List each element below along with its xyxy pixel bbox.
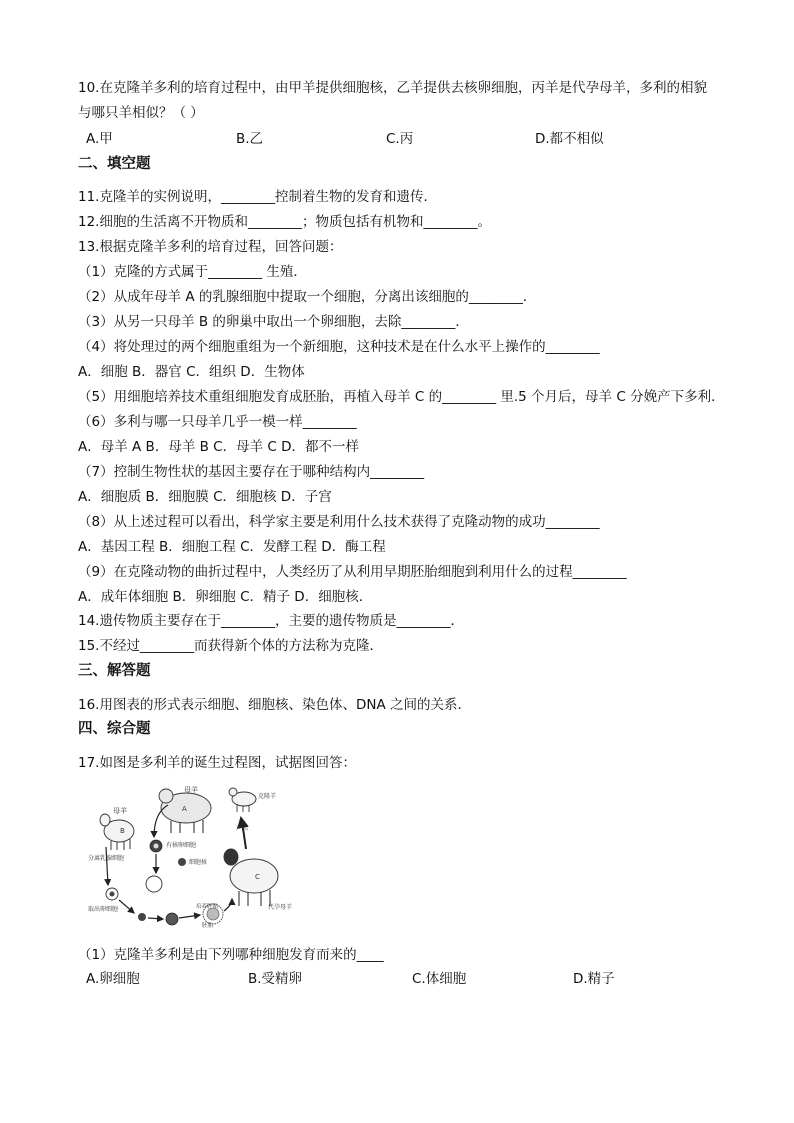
arrow-small-to-fused xyxy=(148,918,163,919)
sheep-b-icon xyxy=(100,814,134,850)
q17-option-a[interactable]: A.卵细胞 xyxy=(86,971,140,987)
q13-part4: （4）将处理过的两个细胞重组为一个新细胞，这种技术是在什么水平上操作的________ xyxy=(78,339,600,355)
label-separate: 分离乳腺细胞 xyxy=(88,855,125,862)
section-answer-heading: 三、解答题 xyxy=(78,663,151,679)
q15-text: 15.不经过________而获得新个体的方法称为克隆． xyxy=(78,638,383,654)
label-b: B xyxy=(120,827,125,835)
q10-options xyxy=(86,130,746,148)
q13-part2: （2）从成年母羊 A 的乳腺细胞中提取一个细胞，分离出该细胞的________． xyxy=(78,289,537,305)
enucleated-egg-icon xyxy=(146,876,162,892)
dolly-cloning-diagram xyxy=(86,783,308,928)
q10-line1: 10.在克隆羊多利的培育过程中，由甲羊提供细胞核，乙羊提供去核卵细胞，丙羊是代孕母羊，多利的相貌 xyxy=(78,80,707,96)
q13-part1: （1）克隆的方式属于________ 生殖． xyxy=(78,264,307,280)
q10-option-c[interactable]: C.丙 xyxy=(386,131,414,147)
label-cultivate: 培养胚胎 xyxy=(196,904,219,910)
label-a: A xyxy=(182,805,187,813)
q17-option-d[interactable]: D.精子 xyxy=(573,971,615,987)
q13-part6: （6）多利与哪一只母羊几乎一模一样________ xyxy=(78,414,357,430)
q13-part3: （3）从另一只母羊 B 的卵巢中取出一个卵细胞，去除________． xyxy=(78,314,469,330)
arrow-fused-to-embryo xyxy=(179,915,200,918)
label-a-mother: 母羊 xyxy=(184,786,198,794)
q10-option-a[interactable]: A.甲 xyxy=(86,131,113,147)
q17-part1: （1）克隆羊多利是由下列哪种细胞发育而来的____ xyxy=(78,947,384,963)
q13-part8-options: A．基因工程 B．细胞工程 C．发酵工程 D．酶工程 xyxy=(78,539,386,555)
q16-text: 16.用图表的形式表示细胞、细胞核、染色体、DNA 之间的关系． xyxy=(78,697,471,713)
nucleus-cell-icon xyxy=(178,858,186,866)
q13-part6-options: A．母羊 A B．母羊 B C．母羊 C D．都不一样 xyxy=(78,439,359,455)
small-cell-icon xyxy=(138,913,146,921)
q10-line2: 与哪只羊相似？（ ） xyxy=(78,105,204,121)
q10-option-d[interactable]: D.都不相似 xyxy=(535,131,604,147)
q17-stem: 17.如图是多利羊的诞生过程图，试据图回答： xyxy=(78,755,356,771)
label-b-mother: 母羊 xyxy=(113,807,127,815)
section-fill-blank-heading: 二、填空题 xyxy=(78,156,151,172)
sheep-c-icon xyxy=(224,849,278,906)
label-nucleus: 细胞核 xyxy=(189,859,208,866)
q13-part7: （7）控制生物性状的基因主要存在于哪种结构内________ xyxy=(78,464,425,480)
egg-cell-nucleus-icon xyxy=(110,892,115,897)
nucleated-cell-nucleus-icon xyxy=(154,844,159,849)
q17-option-b[interactable]: B.受精卵 xyxy=(248,971,303,987)
q17-options xyxy=(86,970,746,988)
label-c: C xyxy=(255,873,260,881)
clone-sheep-icon xyxy=(229,788,256,812)
q13-part9: （9）在克隆动物的曲折过程中，人类经历了从利用早期胚胎细胞到利用什么的过程________ xyxy=(78,564,627,580)
q11-text: 11.克隆羊的实例说明，________控制着生物的发育和遗传． xyxy=(78,189,437,205)
q13-part4-options: A．细胞 B．器官 C．组织 D．生物体 xyxy=(78,364,305,380)
q10-option-b[interactable]: B.乙 xyxy=(236,131,264,147)
label-birth: 产出 xyxy=(236,825,249,832)
q13-stem: 13.根据克隆羊多利的培育过程，回答问题： xyxy=(78,239,343,255)
q13-part5: （5）用细胞培养技术重组细胞发育成胚胎，再植入母羊 C 的________ 里.5 个月后，母羊 C 分娩产下多利． xyxy=(78,389,725,405)
q17-option-c[interactable]: C.体细胞 xyxy=(412,971,467,987)
fused-cell-icon xyxy=(166,913,178,925)
label-take-egg: 取出卵细胞 xyxy=(88,906,119,913)
q12-text: 12.细胞的生活离不开物质和________；物质包括有机物和________。 xyxy=(78,214,491,230)
section-comprehensive-heading: 四、综合题 xyxy=(78,721,151,737)
arrow-egg-to-small xyxy=(119,900,134,913)
label-embryo: 胚胎 xyxy=(202,923,214,928)
q13-part7-options: A．细胞质 B．细胞膜 C．细胞核 D．子宫 xyxy=(78,489,332,505)
label-clone: 克隆羊 xyxy=(258,793,277,800)
arrow-b-to-egg xyxy=(106,847,108,885)
q14-text: 14.遗传物质主要存在于________，主要的遗传物质是________． xyxy=(78,613,464,629)
q13-part8: （8）从上述过程可以看出，科学家主要是利用什么技术获得了克隆动物的成功________ xyxy=(78,514,600,530)
label-surrogate: 代孕母羊 xyxy=(268,904,293,911)
label-nucleated: 有核卵细胞 xyxy=(166,842,197,849)
q13-part9-options: A．成年体细胞 B．卵细胞 C．精子 D．细胞核． xyxy=(78,589,373,605)
arrow-c-to-clone xyxy=(241,818,246,849)
arrow-embryo-to-c xyxy=(224,899,232,911)
